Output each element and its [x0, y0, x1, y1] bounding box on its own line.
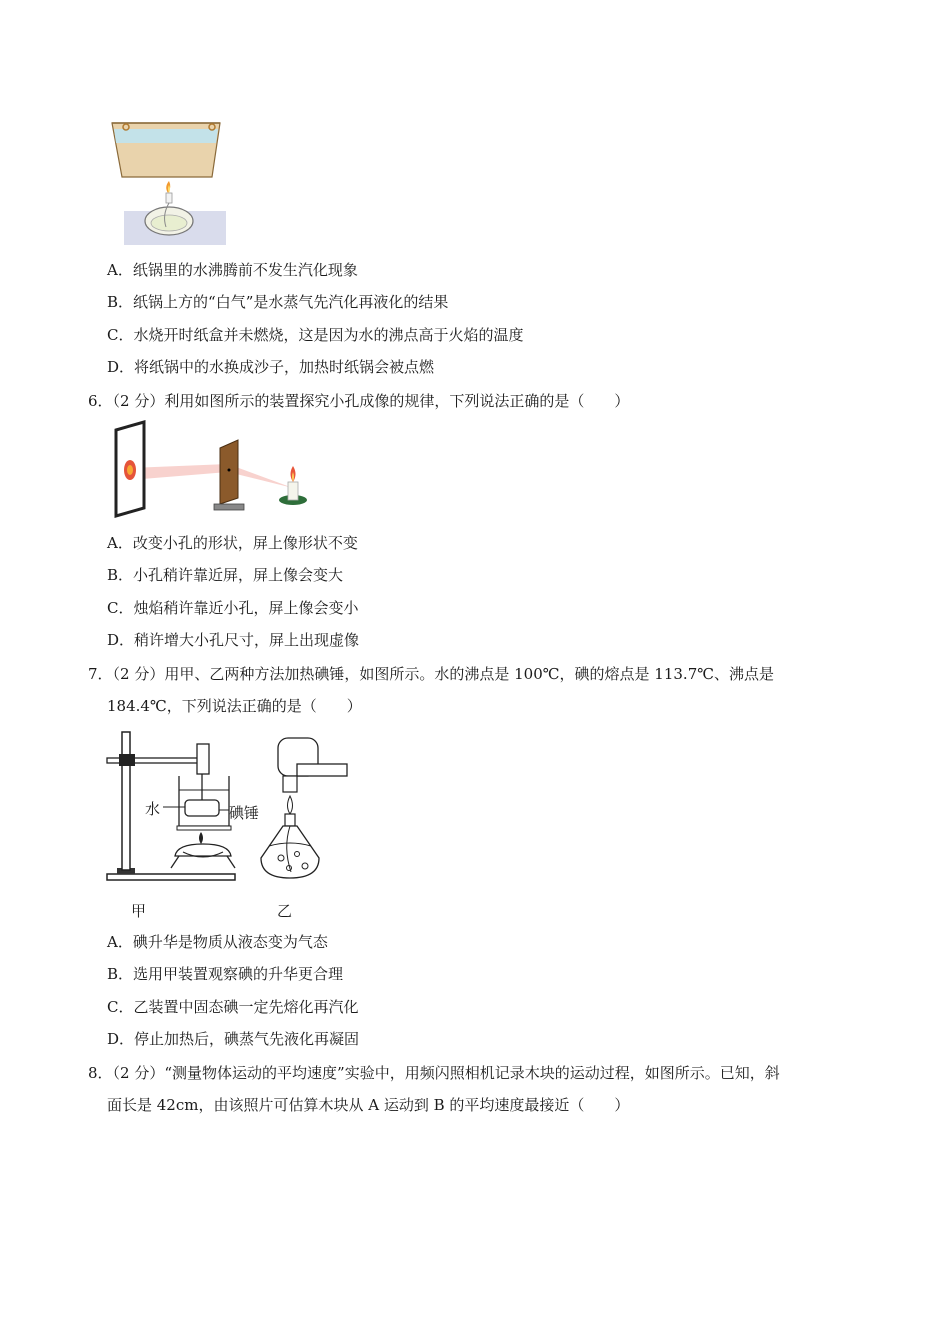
pinhole-figure — [108, 420, 318, 520]
iodine-apparatus-illustration — [105, 728, 355, 924]
q6-option-c: C．烛焰稍许靠近小孔，屏上像会变小 — [107, 599, 359, 617]
q6-stem: 6．（2 分）利用如图所示的装置探究小孔成像的规律，下列说法正确的是（ ） — [88, 392, 630, 410]
pinhole-illustration — [108, 420, 318, 520]
label-water: 水 — [145, 800, 161, 818]
paper-pot-figure — [108, 115, 226, 245]
q6-option-b: B．小孔稍许靠近屏，屏上像会变大 — [107, 566, 344, 584]
q8-stem-line2: 面长是 42cm，由该照片可估算木块从 A 运动到 B 的平均速度最接近（ ） — [107, 1096, 630, 1114]
paper-pot-illustration — [108, 115, 226, 245]
iodine-figure — [105, 728, 355, 924]
q5-option-a: A．纸锅里的水沸腾前不发生汽化现象 — [107, 261, 358, 279]
q6-option-d: D．稍许增大小孔尺寸，屏上出现虚像 — [107, 631, 360, 649]
q7-option-b: B．选用甲装置观察碘的升华更合理 — [107, 965, 344, 983]
q7-option-a: A．碘升华是物质从液态变为气态 — [107, 933, 328, 951]
q5-option-b: B．纸锅上方的“白气”是水蒸气先汽化再液化的结果 — [107, 293, 449, 311]
q5-option-c: C．水烧开时纸盒并未燃烧，这是因为水的沸点高于火焰的温度 — [107, 326, 524, 344]
q7-stem-line1: 7．（2 分）用甲、乙两种方法加热碘锤，如图所示。水的沸点是 100℃，碘的熔点是 113.7℃、沸点是 — [88, 665, 775, 683]
label-iodine-hammer: 碘锤 — [229, 804, 260, 822]
q7-option-d: D．停止加热后，碘蒸气先液化再凝固 — [107, 1030, 360, 1048]
q7-stem-line2: 184.4℃，下列说法正确的是（ ） — [107, 697, 362, 715]
q8-stem-line1: 8．（2 分）“测量物体运动的平均速度”实验中，用频闪照相机记录木块的运动过程，如图所示。已知，斜 — [88, 1064, 780, 1082]
q6-option-a: A．改变小孔的形状，屏上像形状不变 — [107, 534, 358, 552]
q7-option-c: C．乙装置中固态碘一定先熔化再汽化 — [107, 998, 359, 1016]
label-jia: 甲 — [131, 902, 147, 920]
label-yi: 乙 — [277, 902, 293, 920]
q5-option-d: D．将纸锅中的水换成沙子，加热时纸锅会被点燃 — [107, 358, 435, 376]
